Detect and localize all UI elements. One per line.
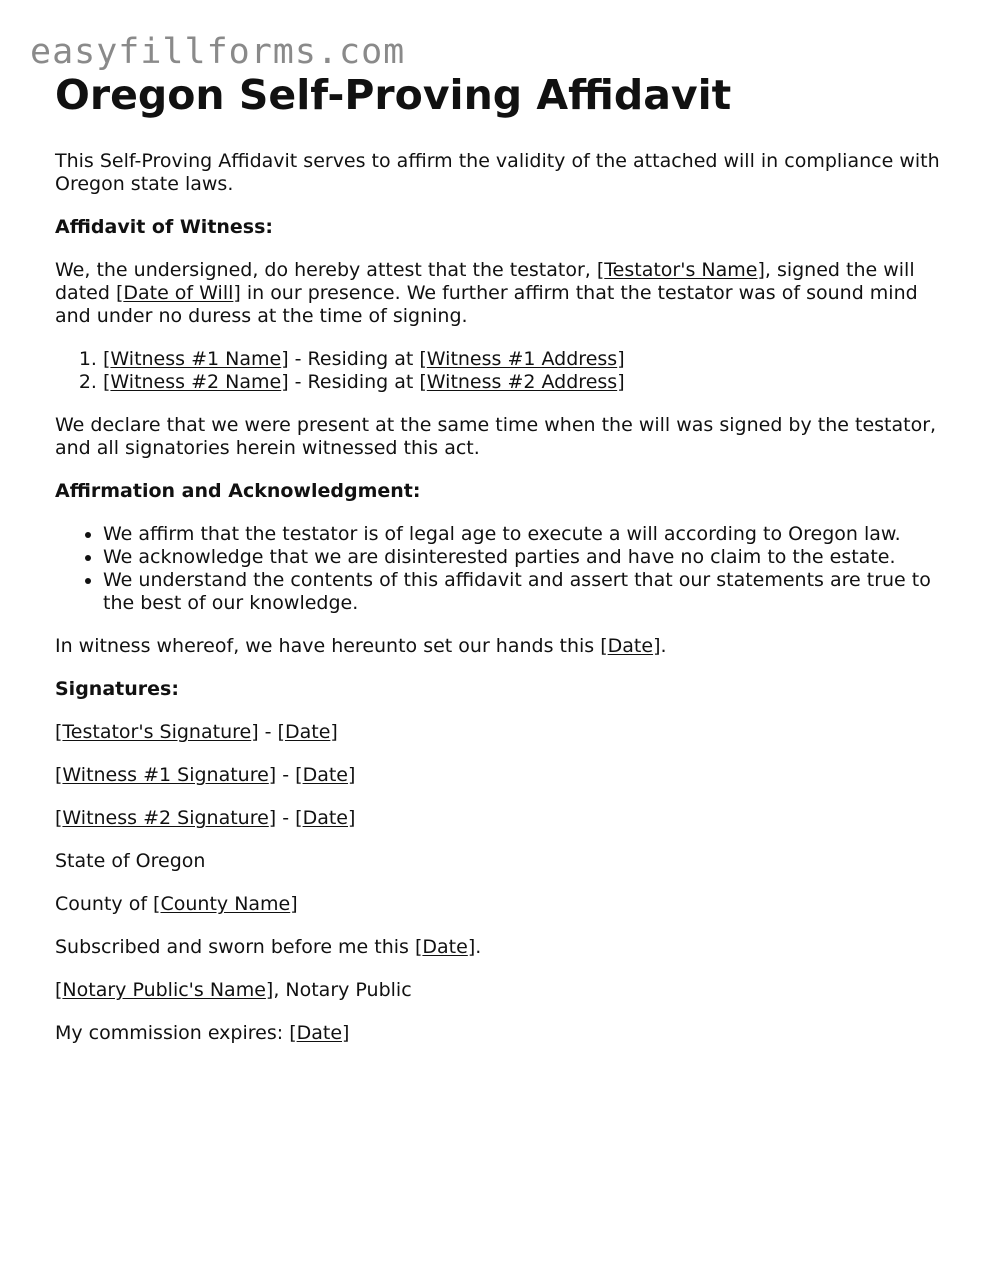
witness-1-signature-field[interactable]: Witness #1 Signature [62,764,269,786]
witness-1-signature-line: [Witness #1 Signature] - [Date] [55,764,356,786]
testator-signature-field[interactable]: Testator's Signature [62,721,252,743]
witness-2-signature-field[interactable]: Witness #2 Signature [62,807,269,829]
document-body [55,70,945,1065]
witness-1-signature-date-field[interactable]: Date [302,764,348,786]
testator-signature-date-field[interactable]: Date [284,721,331,743]
watermark: easyfillforms.com [30,32,406,72]
attestation-paragraph: We, the undersigned, do hereby attest that the testator, [Testator's Name], signed the will dated [Date of Will] in our presence. We further affirm that the testator was of sound mind and under no duress at the time of signing. [55,259,918,327]
affirmation-heading: Affirmation and Acknowledgment: [55,480,421,502]
list-item: • We understand the contents of this affidavit and assert that our statements are true to the best of our knowledge. [103,569,945,615]
whereof-date-field[interactable]: Date [607,635,654,657]
witness-2-signature-line: [Witness #2 Signature] - [Date] [55,807,356,829]
witness-list [55,348,945,394]
county-line: County of [County Name] [55,893,298,915]
testator-signature-line: [Testator's Signature] - [Date] [55,721,338,743]
list-item: 1. [Witness #1 Name] - Residing at [Witness #1 Address] [103,348,945,371]
sworn-line: Subscribed and sworn before me this [Date]. [55,936,482,958]
notary-name-field[interactable]: Notary Public's Name [62,979,266,1001]
state-line: State of Oregon [55,850,206,872]
testator-name-field[interactable]: Testator's Name [604,259,758,281]
affirmation-list [55,523,945,615]
list-item: 2. [Witness #2 Name] - Residing at [Witness #2 Address] [103,371,945,394]
witness-whereof-paragraph: In witness whereof, we have hereunto set our hands this [Date]. [55,635,667,657]
witness-2-name-field[interactable]: Witness #2 Name [110,371,282,393]
sworn-date-field[interactable]: Date [422,936,468,958]
commission-date-field[interactable]: Date [296,1022,343,1044]
signatures-heading: Signatures: [55,678,179,700]
witness-2-address-field[interactable]: Witness #2 Address [426,371,618,393]
declaration-paragraph: We declare that we were present at the same time when the will was signed by the testator, and all signatories herein witnessed this act. [55,414,937,459]
intro-paragraph: This Self-Proving Affidavit serves to affirm the validity of the attached will in compliance with Oregon state laws. [55,150,940,195]
notary-line: [Notary Public's Name], Notary Public [55,979,412,1001]
witness-1-address-field[interactable]: Witness #1 Address [426,348,618,370]
page-title: Oregon Self-Proving Affidavit [55,71,732,119]
witness-heading: Affidavit of Witness: [55,216,274,238]
witness-1-name-field[interactable]: Witness #1 Name [110,348,282,370]
list-item: • We acknowledge that we are disinterested parties and have no claim to the estate. [103,546,945,569]
commission-line: My commission expires: [Date] [55,1022,350,1044]
county-name-field[interactable]: County Name [160,893,291,915]
witness-2-signature-date-field[interactable]: Date [302,807,348,829]
list-item: • We affirm that the testator is of legal age to execute a will according to Oregon law. [103,523,945,546]
date-of-will-field[interactable]: Date of Will [123,282,234,304]
